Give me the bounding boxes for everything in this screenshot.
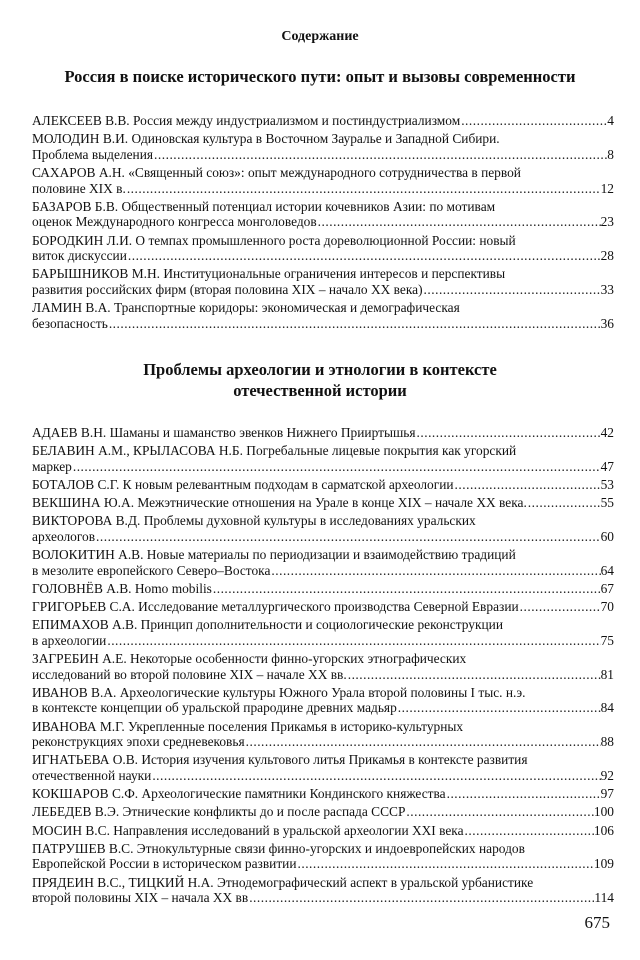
dot-leader (446, 786, 601, 802)
toc-entry-last-line (32, 823, 614, 839)
toc-entry (32, 804, 614, 820)
toc-entry (32, 786, 614, 802)
dot-leader (153, 147, 607, 163)
toc-entry (32, 752, 614, 783)
dot-leader (317, 214, 601, 230)
toc-entry-last-line (32, 214, 614, 230)
toc-page-number: 47 (600, 458, 614, 474)
section-heading-line: Проблемы археологии и этнологии в контексте (143, 360, 497, 379)
toc-page-number: 28 (600, 248, 614, 264)
toc-entry (32, 425, 614, 441)
toc-entry-last-line (32, 734, 614, 750)
toc-page-number: 106 (593, 822, 614, 838)
toc-entry-text: Проблема выделения (32, 146, 154, 162)
toc-page-number: 92 (600, 768, 614, 783)
toc-entry-last-line (32, 768, 614, 784)
toc-entry-text: в археологии (32, 632, 107, 648)
toc-entry (32, 300, 614, 331)
toc-entry-last-line (32, 667, 614, 683)
toc-entry (32, 719, 614, 750)
toc-page-number: 60 (600, 528, 614, 544)
toc-title: Содержание (281, 29, 359, 44)
toc-page-number: 109 (593, 856, 614, 872)
toc-entry-last-line (32, 113, 614, 129)
dot-leader (519, 599, 601, 615)
dot-leader (108, 316, 601, 332)
toc-entry-text: БОРОДКИН Л.И. О темпах промышленного роста дореволюционной России: новый (32, 232, 516, 248)
toc-entry-text: ИВАНОВА М.Г. Укрепленные поселения Прикамья в историко-культурных (32, 718, 464, 734)
toc-entry-text: виток дискуссии (32, 248, 127, 264)
toc-entry-text: АДАЕВ В.Н. Шаманы и шаманство эвенков Нижнего Прииртышья (32, 425, 416, 440)
toc-entry-text: отечественной науки (32, 768, 152, 783)
dot-leader (245, 734, 601, 750)
dot-leader (270, 563, 600, 579)
toc-page-number: 81 (600, 666, 614, 682)
dot-leader (297, 856, 594, 872)
toc-entry-last-line (32, 804, 614, 820)
toc-entry (32, 165, 614, 196)
toc-entry-text: БАЗАРОВ Б.В. Общественный потенциал истории кочевников Азии: по мотивам (32, 198, 496, 214)
toc-page-number: 70 (600, 599, 614, 615)
toc-entry-text: второй половины XIX – начала XX вв (32, 890, 249, 906)
toc-entry-last-line (32, 316, 614, 332)
page-number: 675 (584, 913, 610, 932)
dot-leader (397, 700, 601, 716)
toc-entry-last-line (32, 477, 614, 493)
toc-entry-text: маркер (32, 458, 72, 474)
dot-leader (454, 477, 601, 493)
toc-page-number: 12 (600, 180, 614, 196)
toc-entry-last-line (32, 633, 614, 649)
toc-entry-text: в контексте концепции об уральской прародине древних мадьяр (32, 700, 397, 716)
toc-entry-text: Европейской России в историческом развитии (32, 856, 297, 872)
dot-leader (106, 633, 600, 649)
dot-leader (527, 495, 601, 511)
dot-leader (423, 282, 601, 298)
toc-entry-text: ИГНАТЬЕВА О.В. История изучения культового литья Прикамья в контексте развития (32, 752, 528, 768)
toc-page-number: 75 (600, 632, 614, 648)
toc-page-number: 88 (600, 734, 614, 750)
toc-entry-text: ЛЕБЕДЕВ В.Э. Этнические конфликты до и после распада СССР (32, 804, 406, 820)
toc-entry (32, 685, 614, 716)
dot-leader (72, 459, 601, 475)
toc-page-number: 84 (600, 700, 614, 716)
toc-entry-last-line (32, 700, 614, 716)
dot-leader (347, 667, 601, 683)
toc-entry-list-2 (32, 425, 614, 908)
toc-entry (32, 266, 614, 297)
toc-entry-last-line (32, 581, 614, 597)
toc-entry (32, 443, 614, 474)
toc-entry-last-line (32, 147, 614, 163)
toc-entry-last-line (32, 459, 614, 475)
toc-entry-list-1 (32, 113, 614, 334)
toc-entry (32, 581, 614, 597)
toc-entry-text: АЛЕКСЕЕВ В.В. Россия между индустриализмом и постиндустриализмом (32, 113, 461, 128)
toc-entry-text: ИВАНОВ В.А. Археологические культуры Южного Урала второй половины I тыс. н.э. (32, 684, 526, 700)
toc-page-number: 114 (594, 890, 614, 906)
toc-entry-last-line (32, 786, 614, 802)
toc-entry-text: ЗАГРЕБИН А.Е. Некоторые особенности финно-угорских этнографических (32, 651, 467, 667)
dot-leader (95, 529, 601, 545)
dot-leader (126, 181, 601, 197)
toc-entry (32, 199, 614, 230)
toc-page-number: 23 (600, 214, 614, 230)
toc-page-number: 53 (600, 476, 614, 492)
toc-entry-last-line (32, 890, 614, 906)
toc-page-number: 36 (600, 315, 614, 331)
toc-entry-text: ПРЯДЕИН В.С., ТИЦКИЙ Н.А. Этнодемографический аспект в уральской урбанистике (32, 874, 534, 890)
toc-entry-last-line (32, 563, 614, 579)
toc-entry-text: МОЛОДИН В.И. Одиновская культура в Восточном Зауралье и Западной Сибири. (32, 131, 500, 147)
toc-entry-last-line (32, 181, 614, 197)
toc-entry-text: археологов (32, 528, 96, 544)
toc-entry-text: САХАРОВ А.Н. «Священный союз»: опыт международного сотрудничества в первой (32, 164, 521, 180)
toc-entry (32, 547, 614, 578)
toc-entry-text: реконструкциях эпохи средневековья (32, 734, 245, 750)
toc-entry (32, 841, 614, 872)
toc-entry (32, 495, 614, 511)
dot-leader (460, 113, 607, 129)
toc-entry (32, 599, 614, 615)
toc-entry-text: безопасность (32, 315, 108, 331)
toc-entry (32, 823, 614, 839)
dot-leader (405, 804, 594, 820)
section-heading-line: Россия в поиске исторического пути: опыт и вызовы современности (64, 67, 576, 86)
toc-page-number: 64 (600, 562, 614, 578)
toc-entry-text: исследований во второй половине XIX – начале XX вв. (32, 666, 347, 682)
dot-leader (212, 581, 601, 597)
toc-entry-text: ГОЛОВНЁВ А.В. Homo mobilis (32, 580, 212, 596)
toc-entry-text: развития российских фирм (вторая половина XIX – начало XX века) (32, 281, 423, 297)
toc-page-number: 33 (600, 281, 614, 297)
toc-entry-last-line (32, 248, 614, 264)
dot-leader (151, 768, 600, 784)
toc-entry-last-line (32, 495, 614, 511)
toc-entry-text: ВЕКШИНА Ю.А. Межэтнические отношения на Урале в конце XIX – начале XX века. (32, 495, 527, 511)
dot-leader (464, 823, 594, 839)
toc-page-number: 42 (600, 425, 614, 440)
toc-entry (32, 651, 614, 682)
toc-entry (32, 617, 614, 648)
toc-entry-last-line (32, 599, 614, 615)
dot-leader (127, 248, 601, 264)
toc-entry-text: ПАТРУШЕВ В.С. Этнокультурные связи финно-угорских и индоевропейских народов (32, 840, 525, 856)
toc-page-number: 67 (600, 580, 614, 596)
toc-entry (32, 477, 614, 493)
toc-entry (32, 875, 614, 906)
toc-entry-text: БЕЛАВИН А.М., КРЫЛАСОВА Н.Б. Погребальные лицевые покрытия как угорский (32, 443, 517, 459)
dot-leader (416, 425, 601, 441)
toc-entry (32, 113, 614, 129)
toc-entry-last-line (32, 529, 614, 545)
toc-entry-text: ВОЛОКИТИН А.В. Новые материалы по периодизации и взаимодействию традиций (32, 547, 516, 563)
dot-leader (248, 890, 594, 906)
toc-entry-text: половине XIX в. (32, 180, 126, 196)
toc-entry-text: БАРЫШНИКОВ М.Н. Институциональные ограничения интересов и перспективы (32, 266, 506, 282)
toc-page-number: 97 (600, 786, 614, 802)
section-heading-1 (20, 66, 620, 87)
toc-entry-text: ГРИГОРЬЕВ С.А. Исследование металлургического производства Северной Евразии (32, 599, 519, 615)
toc-entry-text: оценок Международного конгресса монголоведов (32, 214, 317, 230)
toc-entry-text: ЕПИМАХОВ А.В. Принцип дополнительности и социологические реконструкции (32, 617, 503, 633)
section-heading-line: отечественной истории (233, 381, 407, 400)
toc-entry-text: КОКШАРОВ С.Ф. Археологические памятники Кондинского княжества (32, 786, 446, 802)
toc-page-number: 100 (593, 804, 614, 820)
toc-page-number: 8 (607, 146, 614, 162)
toc-entry-last-line (32, 282, 614, 298)
toc-entry-text: МОСИН В.С. Направления исследований в уральской археологии XXI века (32, 822, 464, 838)
toc-entry (32, 131, 614, 162)
toc-entry (32, 233, 614, 264)
section-heading-2 (20, 359, 620, 401)
toc-entry-text: ЛАМИН В.А. Транспортные коридоры: экономическая и демографическая (32, 300, 460, 316)
toc-entry-text: в мезолите европейского Северо–Востока (32, 562, 271, 578)
toc-page-number: 55 (600, 495, 614, 511)
toc-entry-last-line (32, 425, 614, 441)
toc-entry (32, 513, 614, 544)
toc-entry-text: ВИКТОРОВА В.Д. Проблемы духовной культуры в исследованиях уральских (32, 513, 476, 529)
toc-entry-text: БОТАЛОВ С.Г. К новым релевантным подходам в сарматской археологии (32, 476, 454, 492)
toc-entry-last-line (32, 856, 614, 872)
toc-page-number: 4 (607, 113, 614, 128)
